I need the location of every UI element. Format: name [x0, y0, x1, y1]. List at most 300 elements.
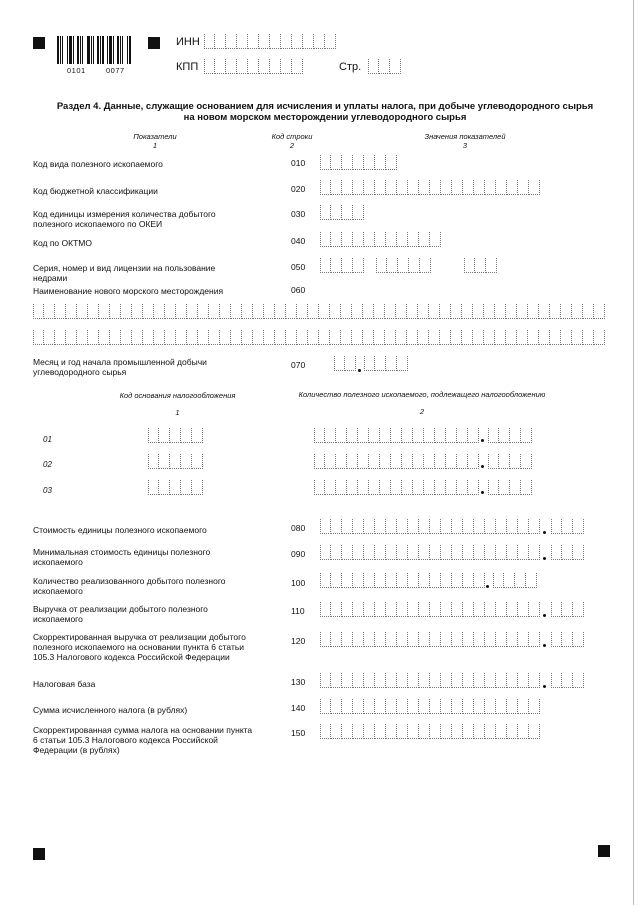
row-040-field[interactable] — [320, 232, 441, 247]
char-cell[interactable] — [506, 304, 517, 319]
char-cell[interactable] — [402, 480, 413, 495]
char-cell[interactable] — [440, 330, 451, 345]
char-cell[interactable] — [435, 454, 446, 469]
char-cell[interactable] — [408, 632, 419, 647]
char-cell[interactable] — [353, 232, 364, 247]
char-cell[interactable] — [468, 428, 479, 443]
char-cell[interactable] — [325, 428, 336, 443]
char-cell[interactable] — [496, 724, 507, 739]
subtable-row-01-quantity-decimals[interactable] — [488, 428, 532, 443]
char-cell[interactable] — [353, 258, 364, 273]
char-cell[interactable] — [562, 632, 573, 647]
row-130-field[interactable] — [320, 673, 540, 688]
char-cell[interactable] — [386, 545, 397, 560]
char-cell[interactable] — [386, 699, 397, 714]
char-cell[interactable] — [353, 180, 364, 195]
char-cell[interactable] — [259, 59, 270, 74]
char-cell[interactable] — [463, 724, 474, 739]
char-cell[interactable] — [504, 573, 515, 588]
char-cell[interactable] — [341, 304, 352, 319]
char-cell[interactable] — [485, 519, 496, 534]
char-cell[interactable] — [159, 428, 170, 443]
char-cell[interactable] — [170, 454, 181, 469]
char-cell[interactable] — [485, 632, 496, 647]
char-cell[interactable] — [353, 602, 364, 617]
char-cell[interactable] — [121, 330, 132, 345]
char-cell[interactable] — [391, 454, 402, 469]
char-cell[interactable] — [510, 480, 521, 495]
row-110-decimals[interactable] — [551, 602, 584, 617]
char-cell[interactable] — [331, 258, 342, 273]
char-cell[interactable] — [33, 330, 44, 345]
char-cell[interactable] — [330, 330, 341, 345]
char-cell[interactable] — [495, 304, 506, 319]
char-cell[interactable] — [573, 673, 584, 688]
char-cell[interactable] — [408, 519, 419, 534]
char-cell[interactable] — [463, 632, 474, 647]
page-number-field[interactable] — [368, 59, 401, 74]
char-cell[interactable] — [165, 330, 176, 345]
char-cell[interactable] — [242, 330, 253, 345]
char-cell[interactable] — [457, 454, 468, 469]
char-cell[interactable] — [463, 699, 474, 714]
char-cell[interactable] — [353, 699, 364, 714]
char-cell[interactable] — [132, 330, 143, 345]
char-cell[interactable] — [44, 304, 55, 319]
char-cell[interactable] — [452, 724, 463, 739]
char-cell[interactable] — [342, 155, 353, 170]
char-cell[interactable] — [386, 155, 397, 170]
char-cell[interactable] — [342, 545, 353, 560]
char-cell[interactable] — [237, 34, 248, 49]
char-cell[interactable] — [44, 330, 55, 345]
char-cell[interactable] — [402, 454, 413, 469]
char-cell[interactable] — [148, 454, 159, 469]
char-cell[interactable] — [518, 632, 529, 647]
char-cell[interactable] — [264, 330, 275, 345]
char-cell[interactable] — [264, 304, 275, 319]
char-cell[interactable] — [418, 304, 429, 319]
char-cell[interactable] — [342, 205, 353, 220]
char-cell[interactable] — [499, 428, 510, 443]
char-cell[interactable] — [493, 573, 504, 588]
char-cell[interactable] — [488, 454, 499, 469]
char-cell[interactable] — [452, 519, 463, 534]
char-cell[interactable] — [408, 573, 419, 588]
char-cell[interactable] — [397, 724, 408, 739]
char-cell[interactable] — [430, 632, 441, 647]
char-cell[interactable] — [353, 673, 364, 688]
char-cell[interactable] — [594, 330, 605, 345]
char-cell[interactable] — [419, 519, 430, 534]
char-cell[interactable] — [281, 59, 292, 74]
char-cell[interactable] — [353, 724, 364, 739]
char-cell[interactable] — [397, 699, 408, 714]
char-cell[interactable] — [375, 545, 386, 560]
char-cell[interactable] — [488, 480, 499, 495]
char-cell[interactable] — [320, 724, 331, 739]
char-cell[interactable] — [468, 454, 479, 469]
char-cell[interactable] — [485, 602, 496, 617]
char-cell[interactable] — [507, 673, 518, 688]
char-cell[interactable] — [440, 304, 451, 319]
row-090-decimals[interactable] — [551, 545, 584, 560]
char-cell[interactable] — [441, 573, 452, 588]
char-cell[interactable] — [198, 330, 209, 345]
char-cell[interactable] — [496, 673, 507, 688]
char-cell[interactable] — [507, 602, 518, 617]
char-cell[interactable] — [429, 304, 440, 319]
char-cell[interactable] — [408, 673, 419, 688]
char-cell[interactable] — [413, 428, 424, 443]
char-cell[interactable] — [474, 573, 485, 588]
char-cell[interactable] — [209, 330, 220, 345]
char-cell[interactable] — [386, 573, 397, 588]
char-cell[interactable] — [121, 304, 132, 319]
char-cell[interactable] — [320, 232, 331, 247]
char-cell[interactable] — [419, 180, 430, 195]
char-cell[interactable] — [515, 573, 526, 588]
char-cell[interactable] — [518, 699, 529, 714]
deposit-name-field-line2[interactable] — [33, 330, 605, 345]
char-cell[interactable] — [198, 304, 209, 319]
char-cell[interactable] — [364, 545, 375, 560]
char-cell[interactable] — [99, 330, 110, 345]
char-cell[interactable] — [539, 304, 550, 319]
char-cell[interactable] — [364, 155, 375, 170]
row-080-decimals[interactable] — [551, 519, 584, 534]
char-cell[interactable] — [375, 180, 386, 195]
char-cell[interactable] — [386, 602, 397, 617]
char-cell[interactable] — [342, 632, 353, 647]
char-cell[interactable] — [320, 602, 331, 617]
char-cell[interactable] — [550, 330, 561, 345]
char-cell[interactable] — [331, 519, 342, 534]
char-cell[interactable] — [583, 304, 594, 319]
char-cell[interactable] — [397, 573, 408, 588]
char-cell[interactable] — [529, 519, 540, 534]
char-cell[interactable] — [446, 454, 457, 469]
char-cell[interactable] — [562, 519, 573, 534]
char-cell[interactable] — [165, 304, 176, 319]
char-cell[interactable] — [441, 545, 452, 560]
char-cell[interactable] — [231, 330, 242, 345]
char-cell[interactable] — [495, 330, 506, 345]
char-cell[interactable] — [220, 304, 231, 319]
char-cell[interactable] — [379, 59, 390, 74]
char-cell[interactable] — [374, 304, 385, 319]
char-cell[interactable] — [409, 258, 420, 273]
char-cell[interactable] — [517, 304, 528, 319]
char-cell[interactable] — [386, 232, 397, 247]
char-cell[interactable] — [408, 699, 419, 714]
char-cell[interactable] — [363, 330, 374, 345]
char-cell[interactable] — [408, 724, 419, 739]
char-cell[interactable] — [192, 428, 203, 443]
char-cell[interactable] — [446, 480, 457, 495]
char-cell[interactable] — [226, 34, 237, 49]
subtable-row-01-quantity[interactable] — [314, 428, 479, 443]
char-cell[interactable] — [380, 480, 391, 495]
char-cell[interactable] — [320, 519, 331, 534]
char-cell[interactable] — [408, 602, 419, 617]
char-cell[interactable] — [181, 454, 192, 469]
char-cell[interactable] — [435, 428, 446, 443]
row-150-field[interactable] — [320, 724, 540, 739]
char-cell[interactable] — [308, 304, 319, 319]
char-cell[interactable] — [474, 673, 485, 688]
char-cell[interactable] — [462, 304, 473, 319]
char-cell[interactable] — [499, 454, 510, 469]
char-cell[interactable] — [319, 304, 330, 319]
char-cell[interactable] — [385, 304, 396, 319]
char-cell[interactable] — [507, 545, 518, 560]
char-cell[interactable] — [407, 330, 418, 345]
char-cell[interactable] — [331, 673, 342, 688]
char-cell[interactable] — [320, 632, 331, 647]
char-cell[interactable] — [526, 573, 537, 588]
char-cell[interactable] — [419, 232, 430, 247]
char-cell[interactable] — [518, 602, 529, 617]
char-cell[interactable] — [314, 34, 325, 49]
char-cell[interactable] — [342, 724, 353, 739]
char-cell[interactable] — [204, 59, 215, 74]
char-cell[interactable] — [342, 699, 353, 714]
char-cell[interactable] — [369, 428, 380, 443]
char-cell[interactable] — [159, 454, 170, 469]
char-cell[interactable] — [419, 673, 430, 688]
char-cell[interactable] — [320, 205, 331, 220]
char-cell[interactable] — [473, 330, 484, 345]
char-cell[interactable] — [518, 673, 529, 688]
char-cell[interactable] — [430, 673, 441, 688]
char-cell[interactable] — [430, 232, 441, 247]
row-110-field[interactable] — [320, 602, 540, 617]
char-cell[interactable] — [396, 330, 407, 345]
char-cell[interactable] — [364, 724, 375, 739]
char-cell[interactable] — [342, 232, 353, 247]
char-cell[interactable] — [528, 304, 539, 319]
char-cell[interactable] — [452, 699, 463, 714]
char-cell[interactable] — [330, 304, 341, 319]
char-cell[interactable] — [353, 545, 364, 560]
char-cell[interactable] — [192, 480, 203, 495]
char-cell[interactable] — [353, 519, 364, 534]
char-cell[interactable] — [485, 180, 496, 195]
char-cell[interactable] — [336, 454, 347, 469]
char-cell[interactable] — [594, 304, 605, 319]
char-cell[interactable] — [551, 519, 562, 534]
char-cell[interactable] — [77, 330, 88, 345]
char-cell[interactable] — [297, 330, 308, 345]
char-cell[interactable] — [353, 205, 364, 220]
char-cell[interactable] — [551, 545, 562, 560]
char-cell[interactable] — [369, 454, 380, 469]
subtable-row-01-basis-code[interactable] — [148, 428, 203, 443]
row-120-field[interactable] — [320, 632, 540, 647]
char-cell[interactable] — [529, 632, 540, 647]
char-cell[interactable] — [143, 330, 154, 345]
char-cell[interactable] — [468, 480, 479, 495]
start-year-field[interactable] — [364, 356, 408, 371]
char-cell[interactable] — [521, 428, 532, 443]
char-cell[interactable] — [353, 632, 364, 647]
char-cell[interactable] — [413, 480, 424, 495]
char-cell[interactable] — [358, 428, 369, 443]
char-cell[interactable] — [99, 304, 110, 319]
deposit-name-field-line1[interactable] — [33, 304, 605, 319]
char-cell[interactable] — [336, 480, 347, 495]
char-cell[interactable] — [334, 356, 345, 371]
char-cell[interactable] — [424, 480, 435, 495]
char-cell[interactable] — [452, 545, 463, 560]
char-cell[interactable] — [314, 480, 325, 495]
char-cell[interactable] — [390, 59, 401, 74]
char-cell[interactable] — [507, 519, 518, 534]
char-cell[interactable] — [517, 330, 528, 345]
row-080-field[interactable] — [320, 519, 540, 534]
subtable-row-03-basis-code[interactable] — [148, 480, 203, 495]
char-cell[interactable] — [154, 330, 165, 345]
char-cell[interactable] — [506, 330, 517, 345]
start-month-field[interactable] — [334, 356, 356, 371]
char-cell[interactable] — [314, 428, 325, 443]
char-cell[interactable] — [419, 724, 430, 739]
char-cell[interactable] — [529, 602, 540, 617]
char-cell[interactable] — [430, 519, 441, 534]
char-cell[interactable] — [573, 519, 584, 534]
char-cell[interactable] — [342, 180, 353, 195]
char-cell[interactable] — [331, 602, 342, 617]
char-cell[interactable] — [342, 519, 353, 534]
char-cell[interactable] — [561, 330, 572, 345]
row-130-decimals[interactable] — [551, 673, 584, 688]
char-cell[interactable] — [473, 304, 484, 319]
char-cell[interactable] — [441, 724, 452, 739]
char-cell[interactable] — [419, 573, 430, 588]
char-cell[interactable] — [292, 34, 303, 49]
char-cell[interactable] — [303, 34, 314, 49]
char-cell[interactable] — [529, 545, 540, 560]
char-cell[interactable] — [375, 573, 386, 588]
char-cell[interactable] — [499, 480, 510, 495]
char-cell[interactable] — [402, 428, 413, 443]
char-cell[interactable] — [387, 258, 398, 273]
char-cell[interactable] — [132, 304, 143, 319]
char-cell[interactable] — [275, 330, 286, 345]
subtable-row-02-basis-code[interactable] — [148, 454, 203, 469]
char-cell[interactable] — [408, 180, 419, 195]
char-cell[interactable] — [187, 330, 198, 345]
char-cell[interactable] — [352, 330, 363, 345]
char-cell[interactable] — [363, 304, 374, 319]
char-cell[interactable] — [397, 673, 408, 688]
row-100-field[interactable] — [320, 573, 485, 588]
char-cell[interactable] — [342, 258, 353, 273]
char-cell[interactable] — [420, 258, 431, 273]
char-cell[interactable] — [529, 724, 540, 739]
char-cell[interactable] — [486, 258, 497, 273]
char-cell[interactable] — [336, 428, 347, 443]
row-020-field[interactable] — [320, 180, 540, 195]
char-cell[interactable] — [441, 519, 452, 534]
char-cell[interactable] — [77, 304, 88, 319]
char-cell[interactable] — [496, 180, 507, 195]
char-cell[interactable] — [452, 632, 463, 647]
char-cell[interactable] — [435, 480, 446, 495]
char-cell[interactable] — [176, 330, 187, 345]
char-cell[interactable] — [413, 454, 424, 469]
char-cell[interactable] — [347, 454, 358, 469]
char-cell[interactable] — [66, 304, 77, 319]
char-cell[interactable] — [521, 454, 532, 469]
char-cell[interactable] — [364, 232, 375, 247]
row-100-decimals[interactable] — [493, 573, 537, 588]
char-cell[interactable] — [375, 699, 386, 714]
subtable-row-03-quantity[interactable] — [314, 480, 479, 495]
char-cell[interactable] — [297, 304, 308, 319]
subtable-row-02-quantity[interactable] — [314, 454, 479, 469]
char-cell[interactable] — [192, 454, 203, 469]
char-cell[interactable] — [386, 673, 397, 688]
char-cell[interactable] — [451, 304, 462, 319]
char-cell[interactable] — [457, 428, 468, 443]
char-cell[interactable] — [368, 59, 379, 74]
char-cell[interactable] — [270, 59, 281, 74]
char-cell[interactable] — [170, 480, 181, 495]
char-cell[interactable] — [463, 673, 474, 688]
char-cell[interactable] — [474, 545, 485, 560]
char-cell[interactable] — [204, 34, 215, 49]
char-cell[interactable] — [424, 428, 435, 443]
char-cell[interactable] — [397, 602, 408, 617]
char-cell[interactable] — [463, 602, 474, 617]
char-cell[interactable] — [485, 673, 496, 688]
char-cell[interactable] — [386, 356, 397, 371]
char-cell[interactable] — [342, 573, 353, 588]
char-cell[interactable] — [474, 519, 485, 534]
char-cell[interactable] — [551, 673, 562, 688]
char-cell[interactable] — [364, 602, 375, 617]
char-cell[interactable] — [88, 330, 99, 345]
char-cell[interactable] — [419, 545, 430, 560]
char-cell[interactable] — [364, 519, 375, 534]
char-cell[interactable] — [159, 480, 170, 495]
char-cell[interactable] — [441, 632, 452, 647]
char-cell[interactable] — [364, 180, 375, 195]
char-cell[interactable] — [331, 699, 342, 714]
char-cell[interactable] — [380, 428, 391, 443]
char-cell[interactable] — [320, 573, 331, 588]
subtable-row-03-quantity-decimals[interactable] — [488, 480, 532, 495]
char-cell[interactable] — [286, 304, 297, 319]
char-cell[interactable] — [529, 180, 540, 195]
char-cell[interactable] — [562, 545, 573, 560]
char-cell[interactable] — [66, 330, 77, 345]
char-cell[interactable] — [148, 480, 159, 495]
char-cell[interactable] — [320, 699, 331, 714]
char-cell[interactable] — [474, 632, 485, 647]
char-cell[interactable] — [237, 59, 248, 74]
char-cell[interactable] — [286, 330, 297, 345]
char-cell[interactable] — [583, 330, 594, 345]
char-cell[interactable] — [518, 519, 529, 534]
char-cell[interactable] — [148, 428, 159, 443]
char-cell[interactable] — [242, 304, 253, 319]
char-cell[interactable] — [331, 155, 342, 170]
char-cell[interactable] — [463, 180, 474, 195]
char-cell[interactable] — [226, 59, 237, 74]
